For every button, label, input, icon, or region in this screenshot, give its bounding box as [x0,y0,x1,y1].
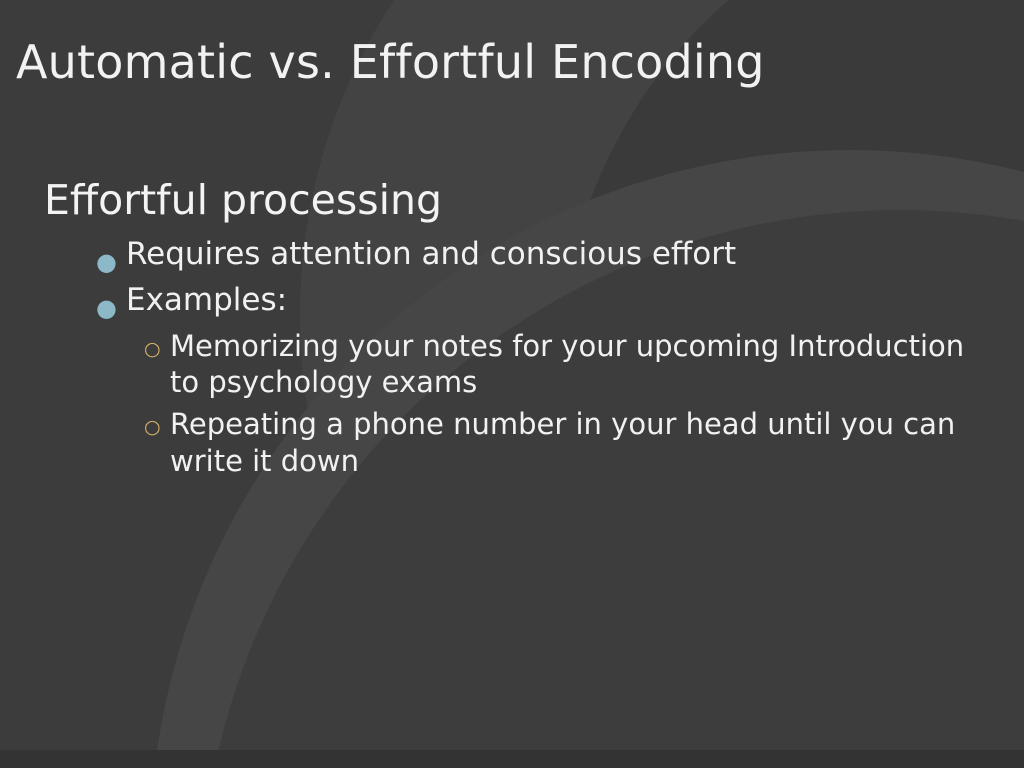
list-item-label: Repeating a phone number in your head until you can write it down [170,407,956,478]
list-item [96,236,984,274]
list-item-label: Examples: [126,281,288,318]
list-item-label: Memorizing your notes for your upcoming Introduction to psychology exams [170,328,965,400]
filled-circle-bullet-icon: ● [96,247,117,276]
list-item [96,282,984,320]
section-heading: Effortful processing [44,176,442,224]
list-item-label: Requires attention and conscious effort [126,235,737,272]
hollow-circle-bullet-icon: ○ [144,337,161,360]
slide-body [44,178,984,485]
filled-circle-bullet-icon: ● [96,293,117,322]
hollow-circle-bullet-icon: ○ [144,416,161,439]
slide-title: Automatic vs. Effortful Encoding [16,35,765,89]
list-item [144,328,984,401]
list-item [144,406,984,479]
